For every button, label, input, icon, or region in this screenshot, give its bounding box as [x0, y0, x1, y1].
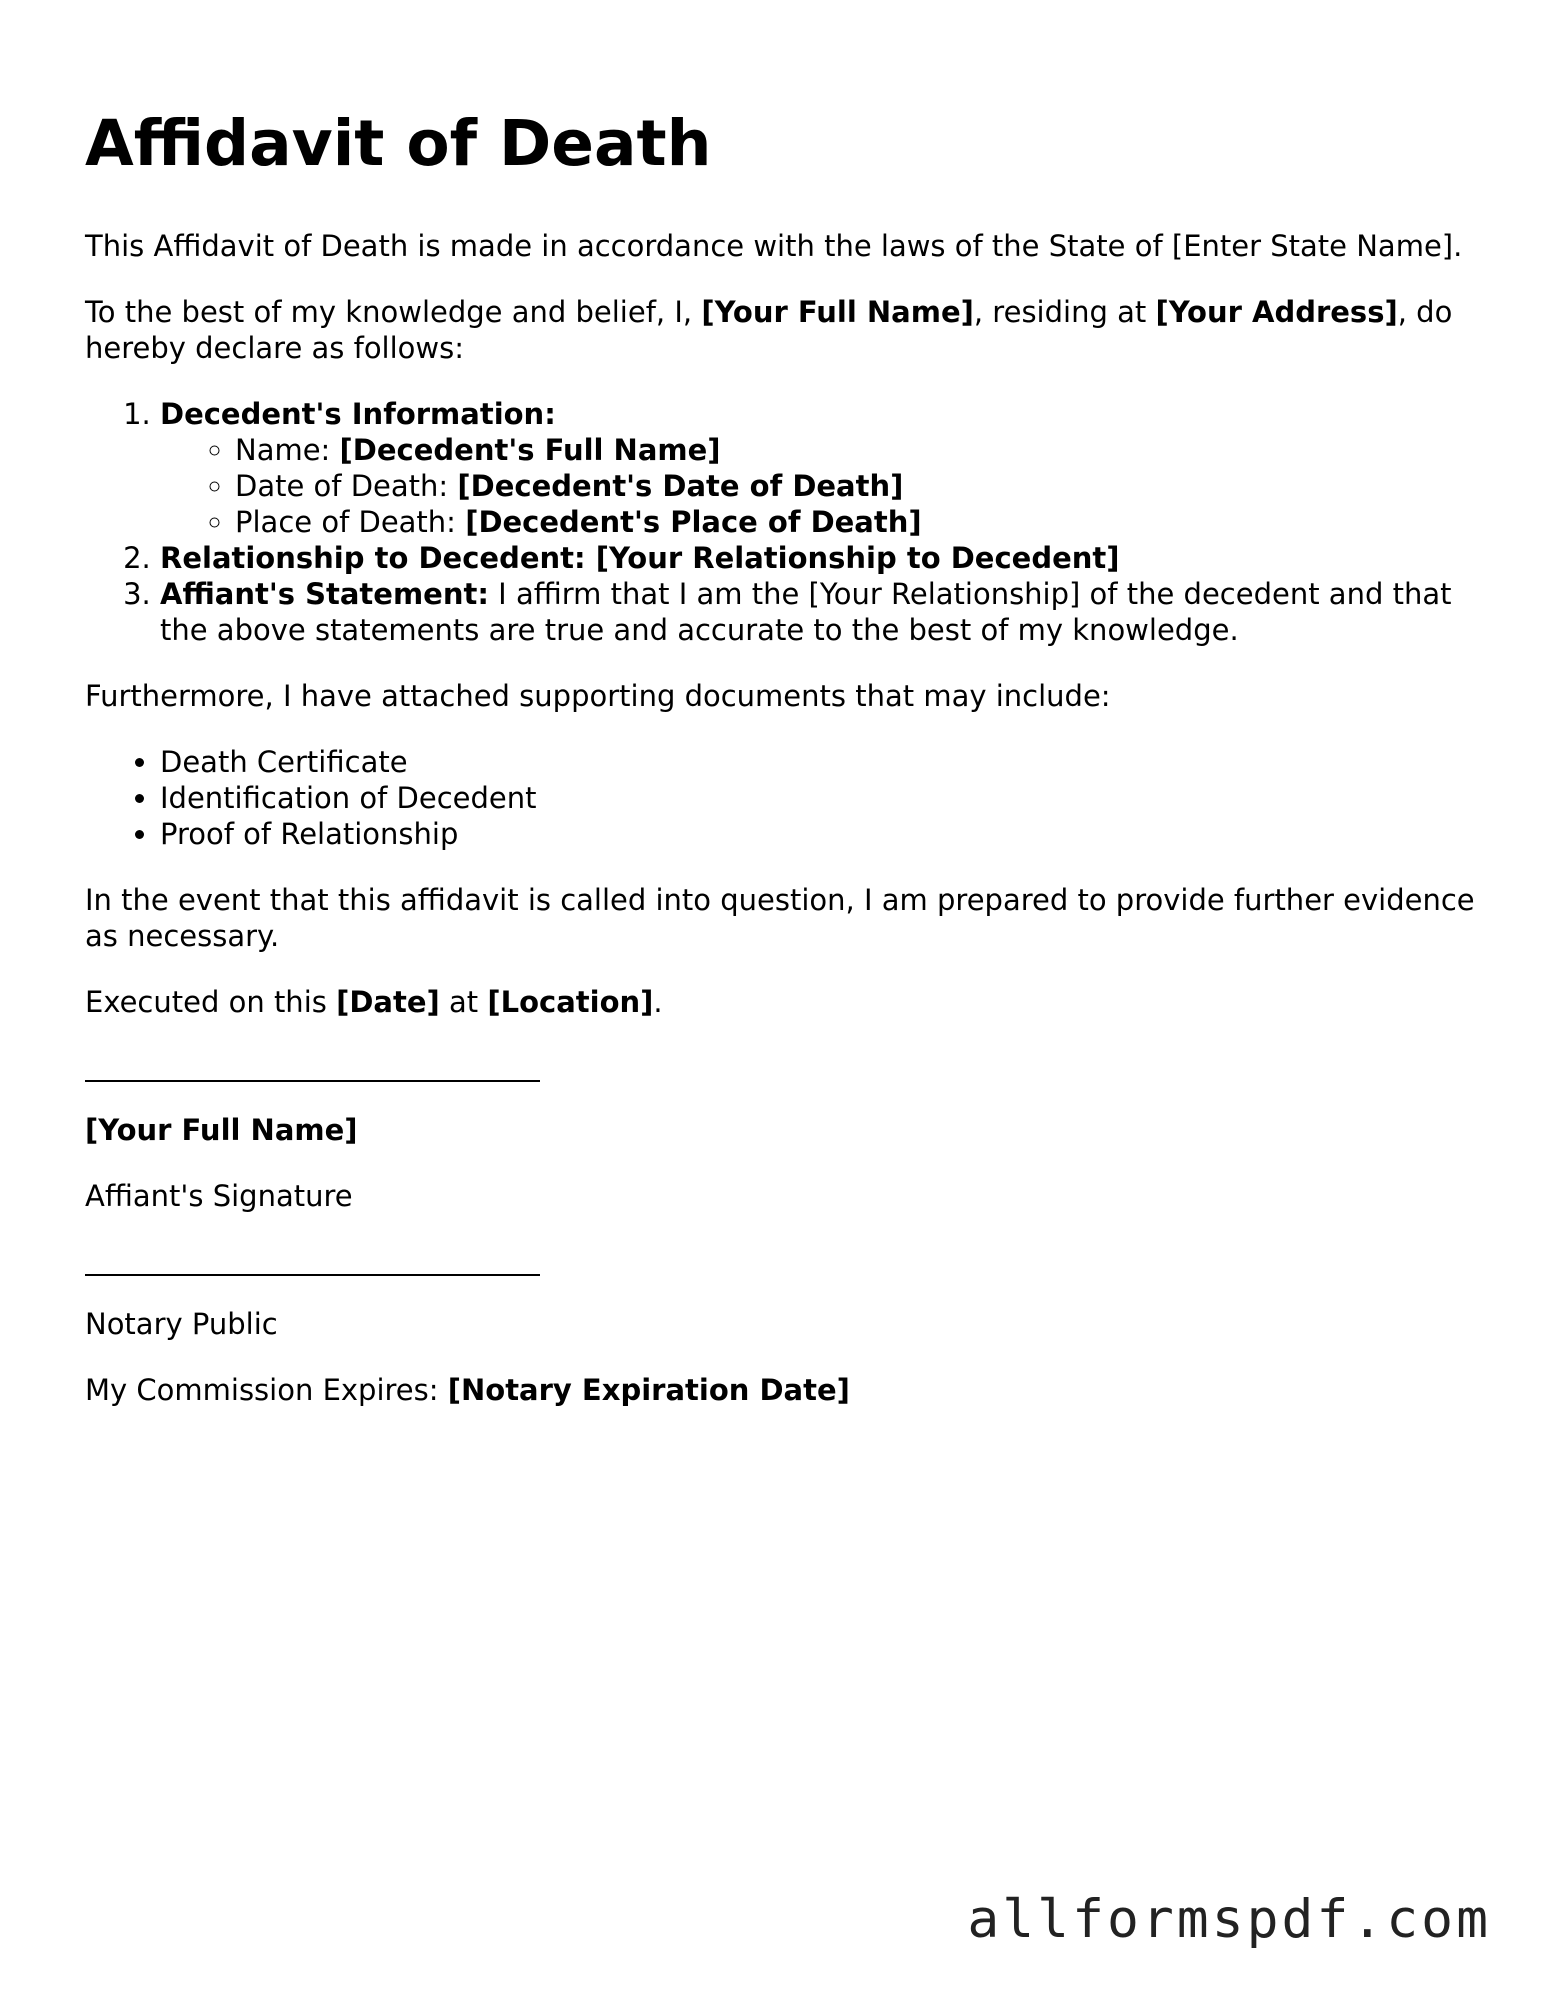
commission-expires [85, 1372, 1475, 1408]
notary-signature-line [85, 1244, 540, 1276]
decedent-name-value: [Decedent's Full Name] [339, 433, 721, 467]
list-item: • Identification of Decedent [160, 780, 1475, 816]
supporting-docs-list [85, 744, 1475, 852]
supporting-intro: Furthermore, I have attached supporting documents that may include: [85, 679, 1111, 713]
affiant-address-placeholder: [Your Address] [1155, 295, 1398, 329]
declaration-middle: , residing at [973, 295, 1156, 329]
site-watermark: allformspdf.com [967, 1889, 1491, 1950]
question-paragraph: In the event that this affidavit is called into question, I am prepared to provide further evidence as necessary. [85, 883, 1475, 953]
decedent-date-item [235, 468, 1475, 504]
decedent-name-label: Name: [235, 433, 340, 467]
decedent-place-label: Place of Death: [235, 505, 466, 539]
declaration-list [85, 396, 1475, 648]
signer-name-placeholder: [Your Full Name] [85, 1113, 358, 1147]
affiant-signature-line [85, 1050, 540, 1082]
decedent-info-heading: Decedent's Information: [160, 397, 556, 431]
list-item-relationship [160, 540, 1475, 576]
notary-label: Notary Public [85, 1307, 278, 1341]
list-item: • Death Certificate [160, 744, 1475, 780]
commission-expires-placeholder: [Notary Expiration Date] [447, 1373, 850, 1407]
decedent-name-item [235, 432, 1475, 468]
intro-paragraph: This Affidavit of Death is made in accordance with the laws of the State of [Enter State Name]. [85, 229, 1463, 263]
executed-prefix: Executed on this [85, 985, 337, 1019]
list-item-decedent-info [160, 396, 1475, 540]
commission-expires-label: My Commission Expires: [85, 1373, 448, 1407]
decedent-place-item [235, 504, 1475, 540]
list-item: • Proof of Relationship [160, 816, 1475, 852]
decedent-place-value: [Decedent's Place of Death] [465, 505, 922, 539]
affiant-name-placeholder: [Your Full Name] [701, 295, 974, 329]
decedent-date-label: Date of Death: [235, 469, 458, 503]
declaration-suffix: , do hereby declare as follows: [85, 295, 1453, 365]
affiant-signature-label: Affiant's Signature [85, 1179, 353, 1213]
signer-name [85, 1112, 1475, 1148]
declaration-paragraph [85, 294, 1475, 366]
list-item-statement [160, 576, 1475, 648]
decedent-info-list [160, 432, 1475, 540]
executed-middle: at [439, 985, 488, 1019]
declaration-prefix: To the best of my knowledge and belief, I, [85, 295, 702, 329]
document-title: Affidavit of Death [85, 107, 712, 180]
decedent-date-value: [Decedent's Date of Death] [457, 469, 904, 503]
executed-location-placeholder: [Location] [487, 985, 654, 1019]
statement-text: I affirm that I am the [Your Relationship] of the decedent and that the above statements are true and accurate to the best of my knowledge. [160, 577, 1452, 647]
statement-label: Affiant's Statement: [160, 577, 489, 611]
relationship-text: Relationship to Decedent: [Your Relationship to Decedent] [160, 541, 1120, 575]
executed-suffix: . [653, 985, 663, 1019]
executed-date-placeholder: [Date] [336, 985, 440, 1019]
executed-paragraph [85, 984, 1475, 1020]
document-page [85, 104, 1475, 1438]
